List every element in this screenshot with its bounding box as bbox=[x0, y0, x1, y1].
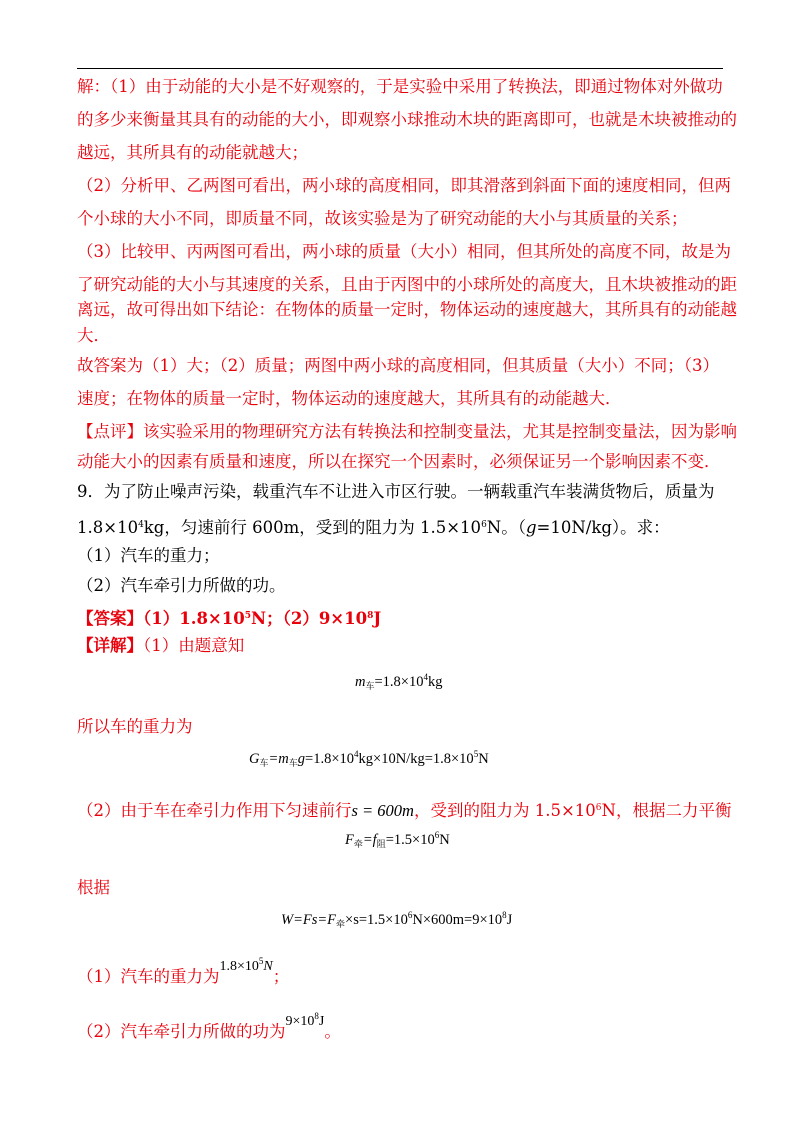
equation-work: $W=Fs=F_牵\times s=1.5\times 10^6N\times 600m=9\times 10^8J$ bbox=[281, 910, 513, 929]
basis-label: 根据 bbox=[77, 878, 110, 897]
solution-line-3: 越远，其所具有的动能就越大； bbox=[77, 143, 308, 162]
review-line-2: 动能大小的因素有质量和速度，所以在探究一个因素时，必须保证另一个影响因素不变． bbox=[77, 452, 721, 471]
question-part-2: （2）汽车牵引力所做的功。 bbox=[77, 576, 286, 595]
solution-line-5: 个小球的大小不同，即质量不同，故该实验是为了研究动能的大小与其质量的关系； bbox=[77, 209, 688, 228]
solution-line-10: 故答案为（1）大；（2）质量；两图中两小球的高度相同，但其质量（大小）不同；（3） bbox=[77, 356, 719, 375]
answer-line: 【答案】$(1)1.8\times 10^5N$；$(2)9\times 10^8J$ bbox=[77, 609, 382, 628]
equation-balance: $F_牵=f_阻=1.5\times 10^6N$ bbox=[345, 830, 450, 849]
detail-tag: 【详解】 bbox=[77, 636, 143, 655]
solution-line-6: （3）比较甲、丙两图可看出，两小球的质量（大小）相同，但其所处的高度不同，故是为 bbox=[77, 242, 731, 261]
question-line-1: 9．为了防止噪声污染，载重汽车不让进入市区行驶。一辆载重汽车装满货物后，质量为 bbox=[77, 482, 715, 501]
solution-line-8: 离远，故可得出如下结论：在物体的质量一定时，物体运动的速度越大，其所具有的动能越 bbox=[77, 300, 737, 319]
answer-tag: 【答案】 bbox=[77, 609, 143, 628]
conclusion-1: （1）汽车的重力为$^{1.8\times 10^5N}$； bbox=[77, 956, 290, 986]
header-rule bbox=[77, 68, 723, 69]
solution-line-11: 速度；在物体的质量一定时，物体运动的速度越大，其所具有的动能越大． bbox=[77, 389, 622, 408]
solution-line-4: （2）分析甲、乙两图可看出，两小球的高度相同，即其滑落到斜面下面的速度相同，但两 bbox=[77, 176, 731, 195]
conclusion-2: （2）汽车牵引力所做的功为$^{9\times 10^8J}$。 bbox=[77, 1011, 341, 1041]
so-gravity-label: 所以车的重力为 bbox=[77, 717, 193, 736]
equation-mass: $m_车=1.8\times 10^4kg$ bbox=[355, 672, 443, 691]
solution-line-2: 的多少来衡量其具有的动能的大小，即观察小球推动木块的距离即可，也就是木块被推动的 bbox=[77, 110, 737, 129]
part2-line: （2）由于车在牵引力作用下匀速前行s = 600m，受到的阻力为 $1.5\times 10^6N$，根据二力平衡 bbox=[77, 801, 732, 820]
review-line-1: 【点评】该实验采用的物理研究方法有转换法和控制变量法，尤其是控制变量法，因为影响 bbox=[77, 422, 737, 441]
solution-line-7: 了研究动能的大小与其速度的关系，且由于丙图中的小球所处的高度大，且木块被推动的距 bbox=[77, 275, 737, 294]
solution-line-1: 解：（1）由于动能的大小是不好观察的，于是实验中采用了转换法，即通过物体对外做功 bbox=[77, 77, 723, 96]
question-line-2: $1.8\times 10^4kg$，匀速前行 600m，受到的阻力为 $1.5\times 10^6N$。（g=10N/kg）。求： bbox=[77, 518, 670, 537]
question-part-1: （1）汽车的重力； bbox=[77, 546, 220, 565]
detail-line: 【详解】（1）由题意知 bbox=[77, 636, 245, 655]
equation-gravity: $G_车=m_车g=1.8\times 10^4kg\times 10N/kg=1.8\times 10^5N$ bbox=[249, 749, 489, 768]
solution-line-9: 大． bbox=[77, 326, 110, 345]
